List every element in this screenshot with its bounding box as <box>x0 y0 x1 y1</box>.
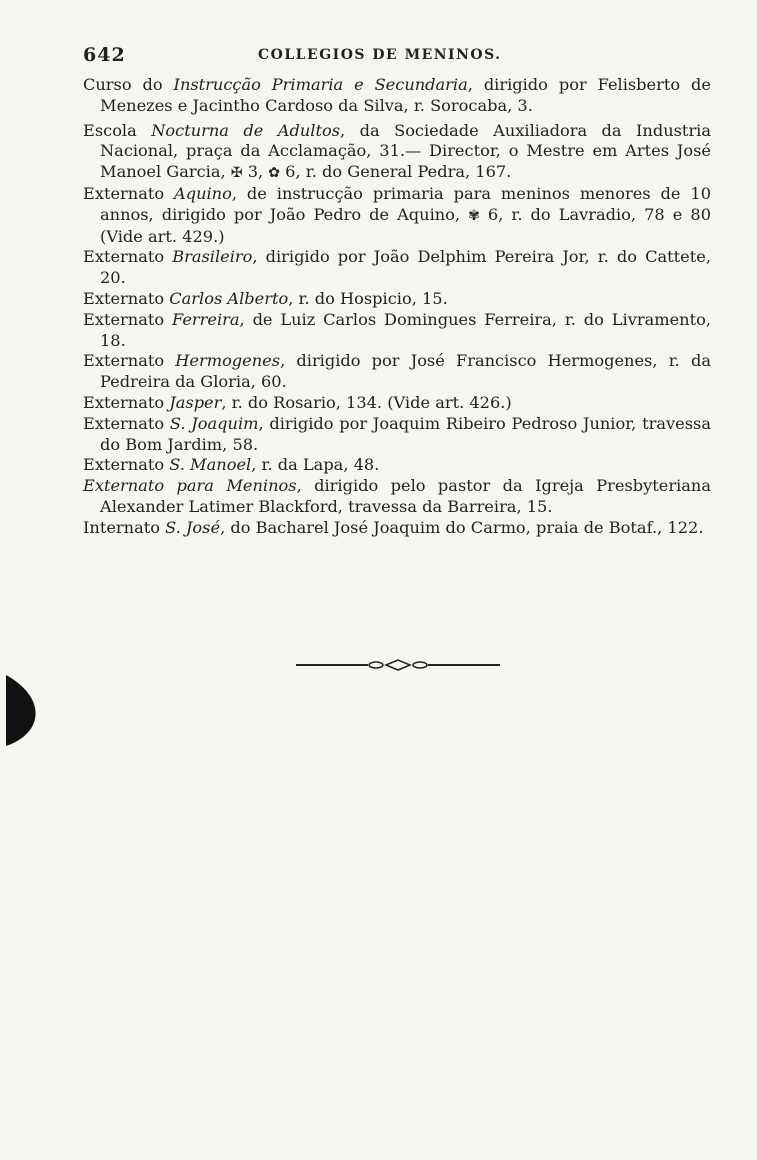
directory-list <box>83 75 711 539</box>
institution-name: Instrucção Primaria e Secundaria <box>173 75 468 94</box>
institution-name: S. José <box>165 517 221 537</box>
cross-symbol-icon: ✠ <box>230 165 243 182</box>
running-title: COLLEGIOS DE MENINOS. <box>258 47 502 63</box>
list-item: Externato Carlos Alberto, r. do Hospicio, 15. <box>83 288 448 308</box>
institution-name: Aquino <box>174 183 232 203</box>
institution-name: S. Manoel <box>169 455 252 475</box>
list-item: Externato Ferreira, de Luiz Carlos Domingues Ferreira, r. do Livramento, 18. <box>83 309 711 350</box>
ornamental-rule-icon <box>296 657 500 673</box>
list-item: Curso do Instrucção Primaria e Secundaria, dirigido por Felisberto de Menezes e Jacintho Cardoso da Silva, r. Sorocaba, 3. <box>83 75 711 115</box>
list-item: Externato Hermogenes, dirigido por José Francisco Hermogenes, r. da Pedreira da Gloria, 60. <box>83 351 711 392</box>
institution-name: Externato para Meninos <box>83 476 297 496</box>
list-item: Externato S. Manoel, r. da Lapa, 48. <box>83 455 380 475</box>
page-number: 642 <box>83 44 126 66</box>
list-item: Escola Nocturna de Adultos, da Sociedade Auxiliadora da Industria Nacional, praça da Acclamação, 31.— Director, o Mestre em Artes José Manoel Garcia, ✠ 3, ✿ 6, r. do General Pedra, 167. <box>83 120 712 182</box>
rose-symbol-icon: ✿ <box>268 165 281 182</box>
rose-symbol-icon: ✾ <box>468 207 480 224</box>
list-item: Internato S. José, do Bacharel José Joaquim do Carmo, praia de Botaf., 122. <box>83 517 704 537</box>
institution-name: Hermogenes <box>175 351 281 371</box>
institution-name: Jasper <box>169 392 222 412</box>
list-item: Externato para Meninos, dirigido pelo pastor da Igreja Presbyteriana Alexander Latimer Blackford, travessa da Barreira, 15. <box>83 476 711 516</box>
list-item: Externato S. Joaquim, dirigido por Joaquim Ribeiro Pedroso Junior, travessa do Bom Jardim, 58. <box>83 413 711 454</box>
binding-mark-icon <box>0 670 50 750</box>
institution-name: Ferreira <box>171 309 240 329</box>
institution-name: Nocturna de Adultos <box>151 120 341 140</box>
institution-name: S. Joaquim <box>169 413 259 433</box>
list-item: Externato Aquino, de instrucção primaria para meninos menores de 10 annos, dirigido por João Pedro de Aquino, ✾ 6, r. do Lavradio, 78 e 80 (Vide art. 429.) <box>83 183 711 246</box>
list-item: Externato Brasileiro, dirigido por João Delphim Pereira Jor, r. do Cattete, 20. <box>83 247 711 288</box>
institution-name: Carlos Alberto <box>169 288 289 308</box>
running-header <box>83 44 711 68</box>
list-item: Externato Jasper, r. do Rosario, 134. (Vide art. 426.) <box>83 392 512 412</box>
institution-name: Brasileiro <box>172 247 253 267</box>
